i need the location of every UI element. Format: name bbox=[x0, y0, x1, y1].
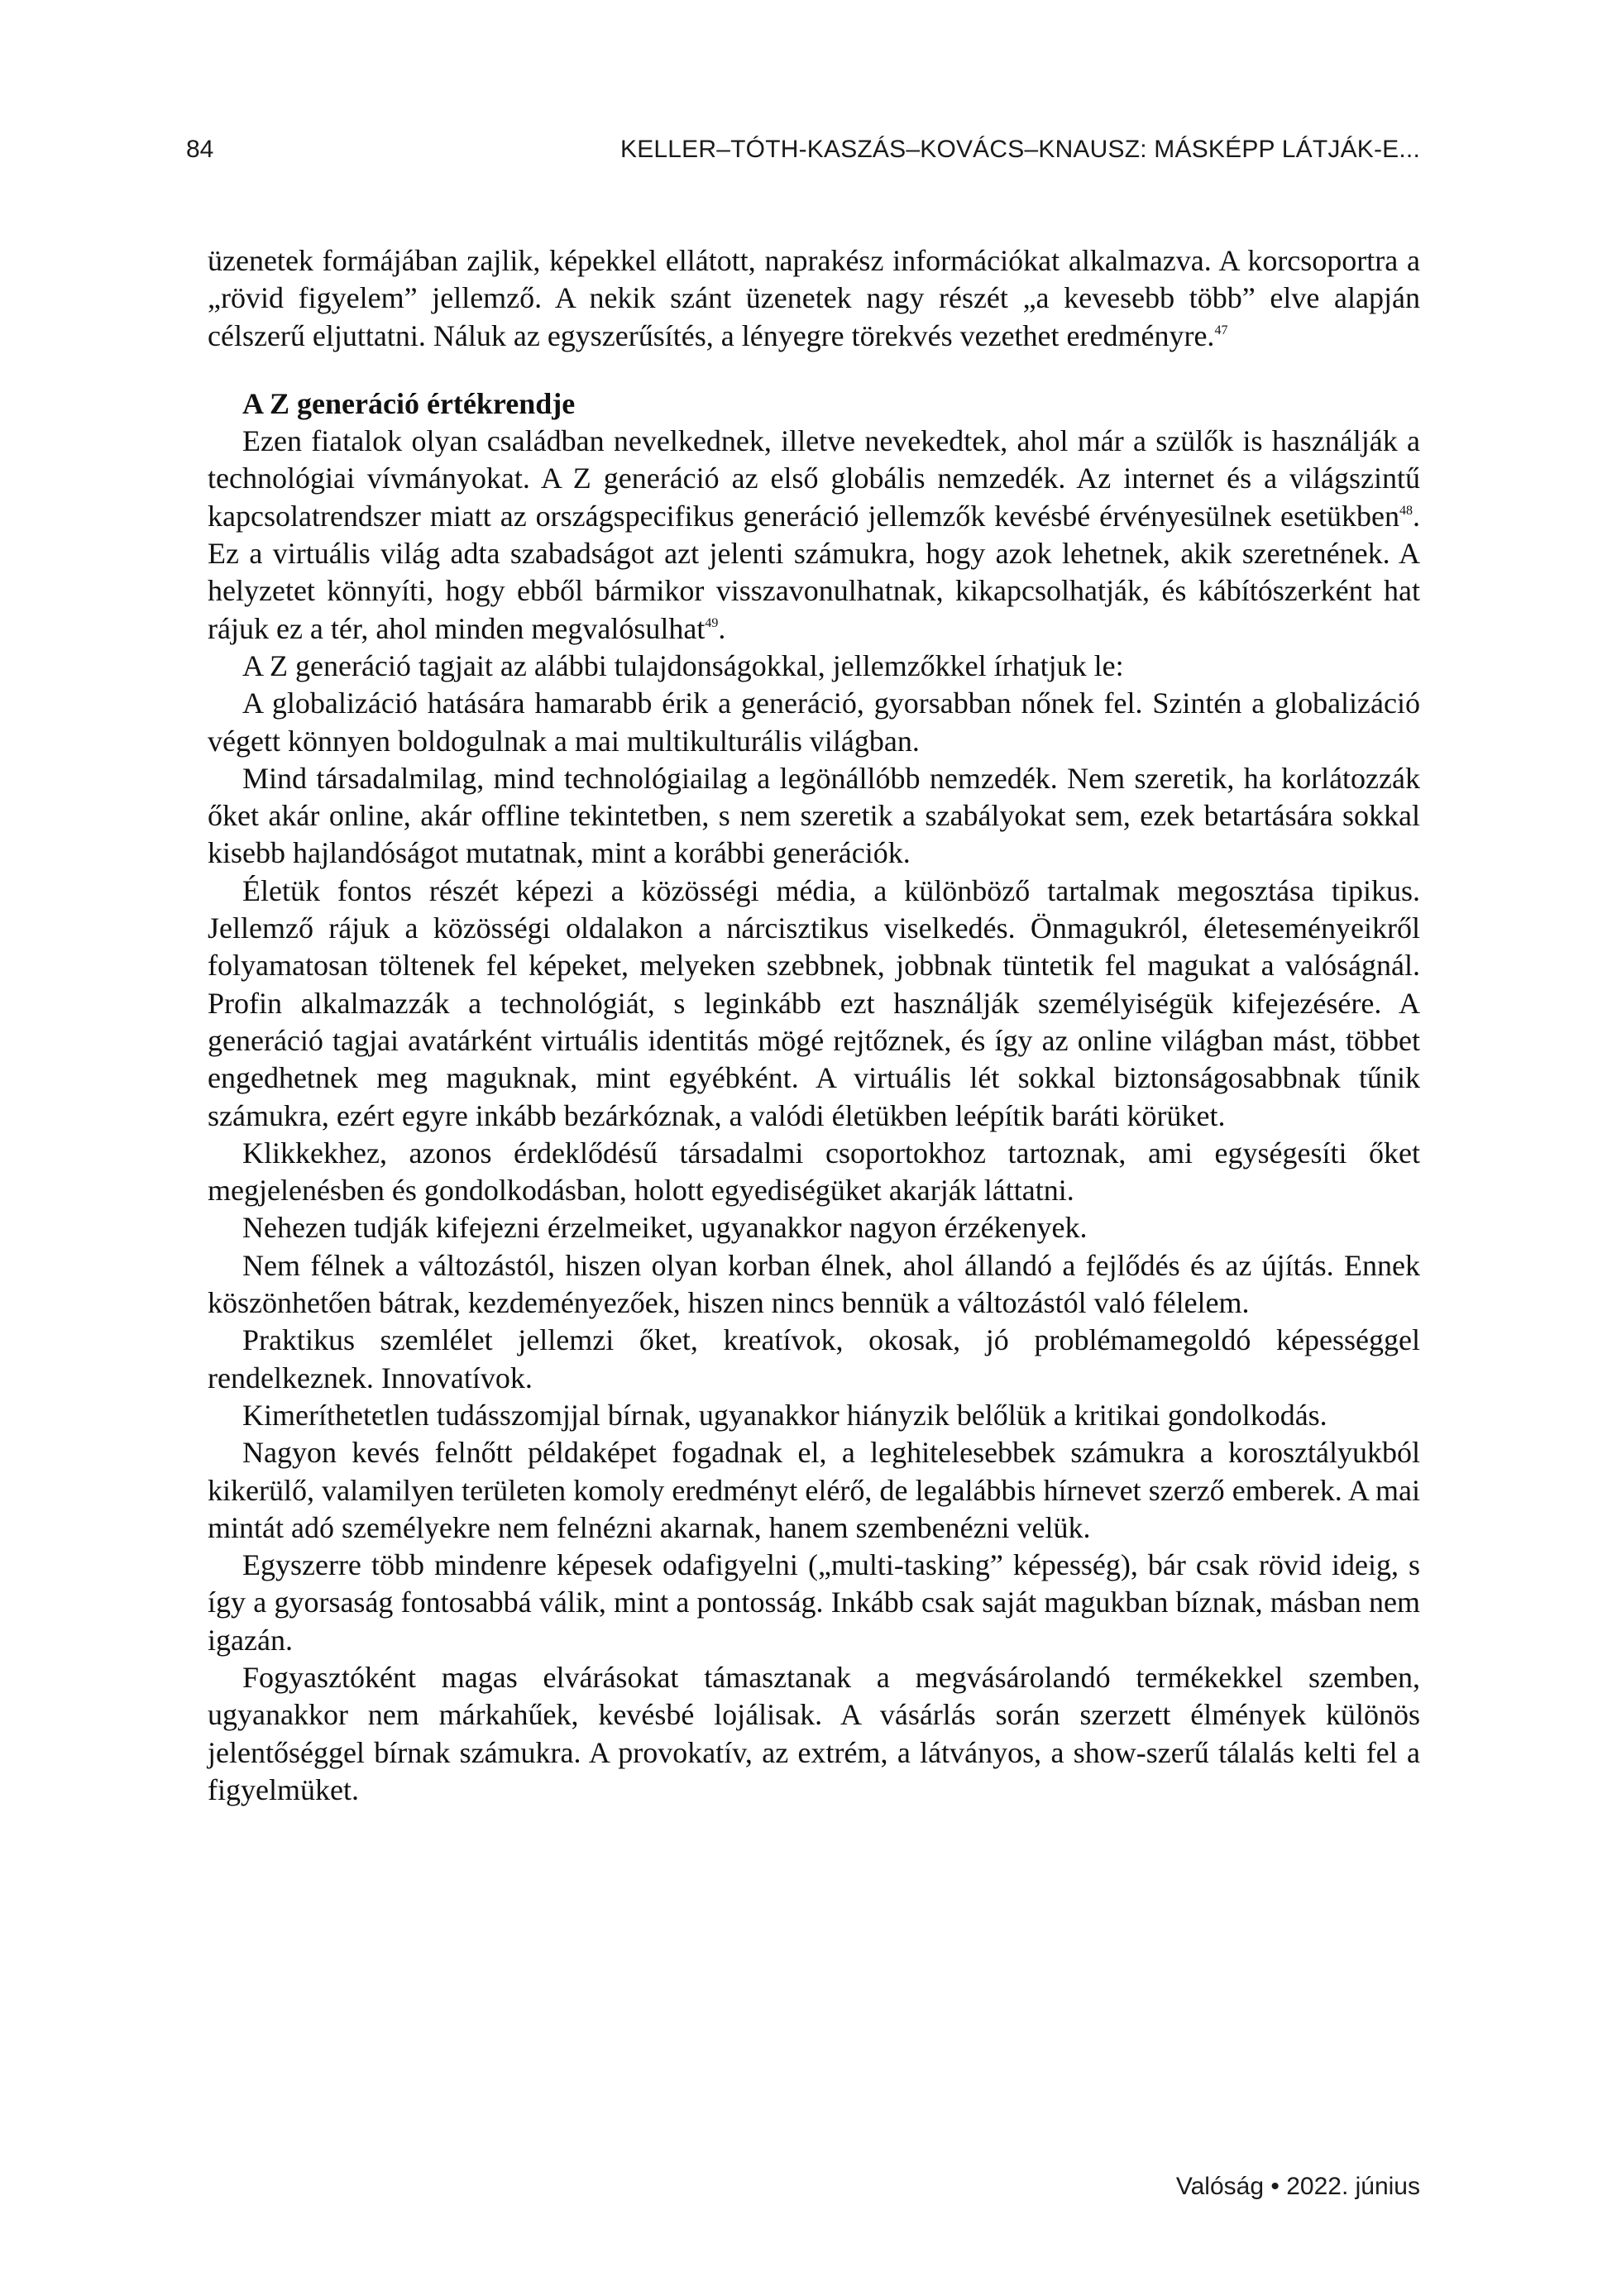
paragraph: Mind társadalmilag, mind technológiailag a legönállóbb nemzedék. Nem szeretik, ha korlátozzák őket akár online, akár offline tekintetben, s nem szeretik a szabályokat sem, ezek betartására sokkal kisebb hajlandóságot mutatnak, mint a korábbi generációk. bbox=[208, 761, 1420, 870]
paragraph-text: . Ez a virtuális világ adta szabadságot azt jelenti számukra, hogy azok lehetnek, akik szeretnének. A helyzetet könnyíti, hogy ebből bármikor visszavonulhatnak, kikapcsolhatják, és kábítószerként hat rájuk ez a tér, ahol minden megvalósulhat bbox=[208, 499, 1420, 645]
paragraph: Fogyasztóként magas elvárásokat támasztanak a megvásárolandó termékekkel szemben, ugyanakkor nem márkahűek, kevésbé lojálisak. A vásárlás során szerzett élmények különös jelentőséggel bírnak számukra. A provokatív, az extrém, a látványos, a show-szerű tálalás kelti fel a figyelmüket. bbox=[208, 1660, 1420, 1806]
footnote-ref: 48 bbox=[1399, 503, 1413, 518]
paragraph: Nagyon kevés felnőtt példaképet fogadnak el, a leghitelesebbek számukra a korosztályukból kikerülő, valamilyen területen komoly eredményt elérő, de legalábbis hírnevet szerző emberek. A mai mintát adó személyekre nem felnézni akarnak, hanem szembenézni velük. bbox=[208, 1436, 1420, 1544]
paragraph: Egyszerre több mindenre képesek odafigyelni („multi-tasking” képesség), bár csak rövid ideig, s így a gyorsaság fontosabbá válik, mint a pontosság. Inkább csak saját magukban bíznak, másban nem igazán. bbox=[208, 1548, 1420, 1657]
paragraph bbox=[208, 423, 1420, 648]
section-heading: A Z generáció értékrendje bbox=[242, 386, 576, 420]
paragraph: Praktikus szemlélet jellemzi őket, kreatívok, okosak, jó problémamegoldó képességgel rendelkeznek. Innovatívok. bbox=[208, 1323, 1420, 1394]
paragraph: A Z generáció tagjait az alábbi tulajdonságokkal, jellemzőkkel írhatjuk le: bbox=[242, 648, 1124, 682]
paragraph: Kimeríthetetlen tudásszomjjal bírnak, ugyanakkor hiányzik belőlük a kritikai gondolkodás. bbox=[242, 1398, 1327, 1432]
intro-text: üzenetek formájában zajlik, képekkel ellátott, naprakész információkat alkalmazva. A korcsoportra a „rövid figyelem” jellemző. A nekik szánt üzenetek nagy részét „a kevesebb több” elve alapján célszerű eljuttatni. Náluk az egyszerűsítés, a lényegre törekvés vezethet eredményre. bbox=[208, 244, 1420, 352]
footnote-ref: 49 bbox=[705, 615, 719, 630]
page-number: 84 bbox=[186, 136, 214, 163]
paragraph: A globalizáció hatására hamarabb érik a generáció, gyorsabban nőnek fel. Szintén a globalizáció végett könnyen boldogulnak a mai multikulturális világban. bbox=[208, 686, 1420, 758]
paragraph: Nem félnek a változástól, hiszen olyan korban élnek, ahol állandó a fejlődés és az újítás. Ennek köszönhetően bátrak, kezdeményezőek, hiszen nincs bennük a változástól való félelem. bbox=[208, 1248, 1420, 1320]
paragraph: Klikkekhez, azonos érdeklődésű társadalmi csoportokhoz tartoznak, ami egységesíti őket megjelenésben és gondolkodásban, holott egyediségüket akarják láttatni. bbox=[208, 1136, 1420, 1208]
intro-paragraph bbox=[208, 242, 1420, 355]
running-title: KELLER–TÓTH-KASZÁS–KOVÁCS–KNAUSZ: MÁSKÉPP LÁTJÁK-E... bbox=[619, 136, 1420, 163]
page-footer: Valóság • 2022. június bbox=[1175, 2173, 1420, 2200]
paragraph-text: . bbox=[718, 611, 726, 645]
paragraph: Életük fontos részét képezi a közösségi média, a különböző tartalmak megosztása tipikus. Jellemző rájuk a közösségi oldalakon a nárcisztikus viselkedés. Önmagukról, életeseményeikről folyamatosan töltenek fel képeket, melyeken szebbnek, jobbnak tüntetik fel magukat a valóságnál. Profin alkalmazzák a technológiát, s leginkább ezt használják személyiségük kifejezésére. A generáció tagjai avatárként virtuális identitás mögé rejtőznek, és így az online világban mást, többet engedhetnek meg maguknak, mint egyébként. A virtuális lét sokkal biztonságosabbnak tűnik számukra, ezért egyre inkább bezárkóznak, a valódi életükben leépítik baráti körüket. bbox=[208, 873, 1420, 1132]
body-text bbox=[208, 242, 1420, 1809]
footnote-ref: 47 bbox=[1214, 323, 1228, 337]
page-header bbox=[186, 136, 1420, 169]
paragraph: Nehezen tudják kifejezni érzelmeiket, ugyanakkor nagyon érzékenyek. bbox=[242, 1211, 1088, 1245]
paragraph-text: Ezen fiatalok olyan családban nevelkednek, illetve nevekedtek, ahol már a szülők is használják a technológiai vívmányokat. A Z generáció az első globális nemzedék. Az internet és a világszintű kapcsolatrendszer miatt az országspecifikus generáció jellemzők kevésbé érvényesülnek esetükben bbox=[208, 424, 1420, 533]
